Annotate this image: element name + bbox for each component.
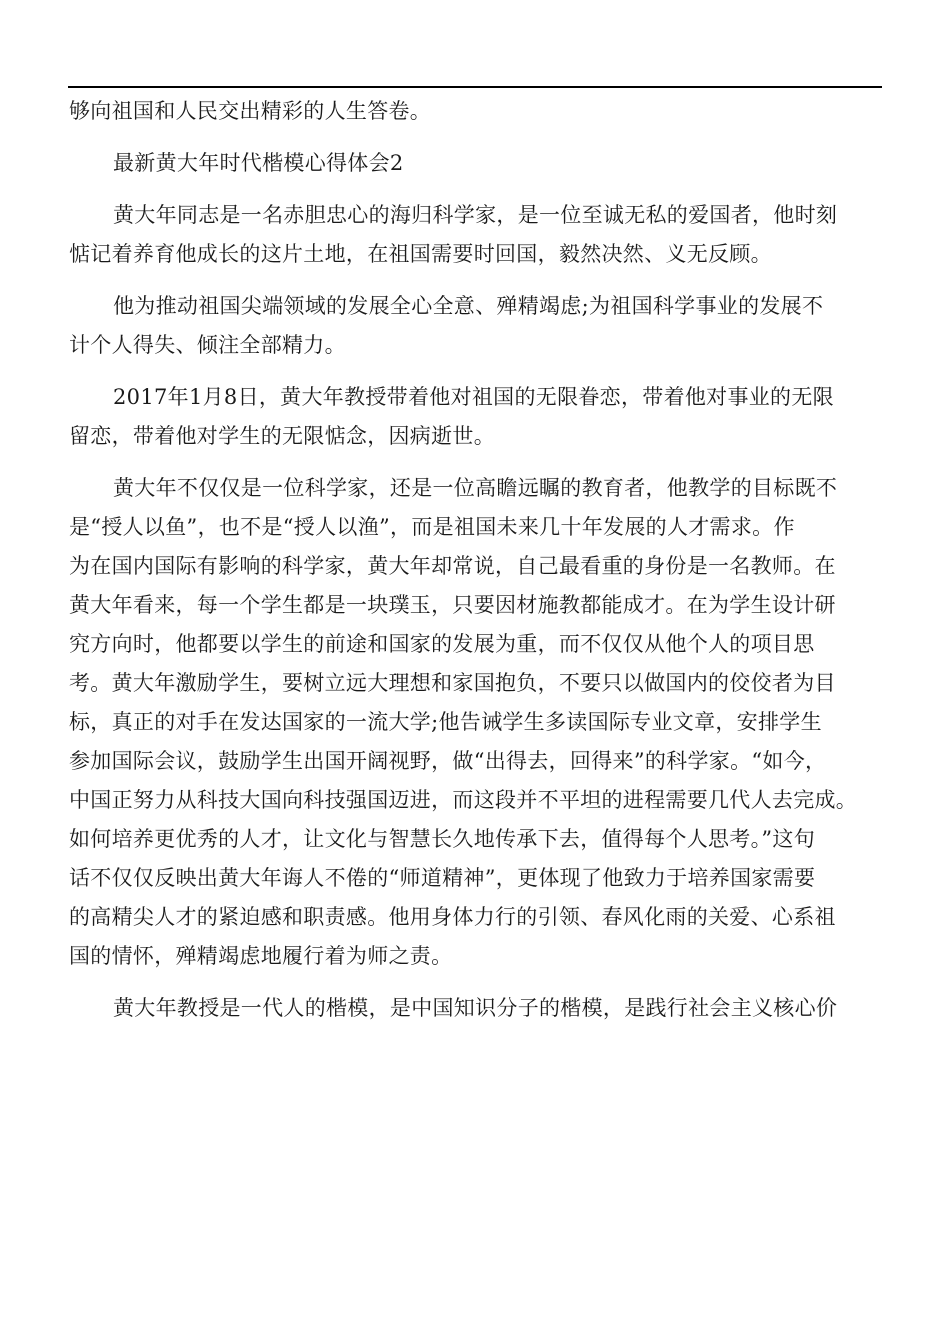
paragraph-line: 考。黄大年激励学生，要树立远大理想和家国抱负，不要只以做国内的佼佼者为目 [69, 671, 836, 695]
paragraph-line: 黄大年教授是一代人的楷模，是中国知识分子的楷模，是践行社会主义核心价 [113, 996, 838, 1020]
paragraph-line: 话不仅仅反映出黄大年诲人不倦的“师道精神”，更体现了他致力于培养国家需要 [69, 866, 816, 890]
paragraph-line: 中国正努力从科技大国向科技强国迈进，而这段并不平坦的进程需要几代人去完成。 [69, 788, 858, 812]
paragraph-line: 标，真正的对手在发达国家的一流大学;他告诫学生多读国际专业文章，安排学生 [69, 710, 822, 734]
paragraph-line: 是“授人以鱼”，也不是“授人以渔”，而是祖国未来几十年发展的人才需求。作 [69, 515, 795, 539]
paragraph-line: 2017年1月8日，黄大年教授带着他对祖国的无限眷恋，带着他对事业的无限 [113, 385, 834, 409]
paragraph-line: 究方向时，他都要以学生的前途和国家的发展为重，而不仅仅从他个人的项目思 [69, 632, 815, 656]
paragraph-gap [69, 274, 885, 287]
paragraph-gap [69, 183, 885, 196]
section-heading: 最新黄大年时代楷模心得体会2 [113, 151, 404, 175]
paragraph-line: 惦记着养育他成长的这片土地，在祖国需要时回国，毅然决然、义无反顾。 [69, 242, 772, 266]
paragraph-line: 的高精尖人才的紧迫感和职责感。他用身体力行的引领、春风化雨的关爱、心系祖 [69, 905, 836, 929]
paragraph-line: 他为推动祖国尖端领域的发展全心全意、殚精竭虑;为祖国科学事业的发展不 [113, 294, 824, 318]
paragraph-continuation-line: 够向祖国和人民交出精彩的人生答卷。 [69, 99, 432, 123]
paragraph-line: 如何培养更优秀的人才，让文化与智慧长久地传承下去，值得每个人思考。”这句 [69, 827, 816, 851]
paragraph-line: 黄大年看来，每一个学生都是一块璞玉，只要因材施教都能成才。在为学生设计研 [69, 593, 836, 617]
paragraph-line: 国的情怀，殚精竭虑地履行着为师之责。 [69, 944, 453, 968]
paragraph-line: 黄大年不仅仅是一位科学家，还是一位高瞻远瞩的教育者，他教学的目标既不 [113, 476, 838, 500]
paragraph-line: 留恋，带着他对学生的无限惦念，因病逝世。 [69, 424, 495, 448]
paragraph-gap [69, 456, 885, 469]
paragraph-line: 计个人得失、倾注全部精力。 [69, 333, 346, 357]
paragraph-gap [69, 365, 885, 378]
paragraph-gap [69, 131, 885, 144]
paragraph-line: 黄大年同志是一名赤胆忠心的海归科学家，是一位至诚无私的爱国者，他时刻 [113, 203, 838, 227]
paragraph-gap [69, 976, 885, 989]
document-body [69, 92, 885, 1028]
paragraph-line: 参加国际会议，鼓励学生出国开阔视野，做“出得去，回得来”的科学家。“如今， [69, 749, 827, 773]
paragraph-line: 为在国内国际有影响的科学家，黄大年却常说，自己最看重的身份是一名教师。在 [69, 554, 836, 578]
header-rule [68, 86, 882, 88]
